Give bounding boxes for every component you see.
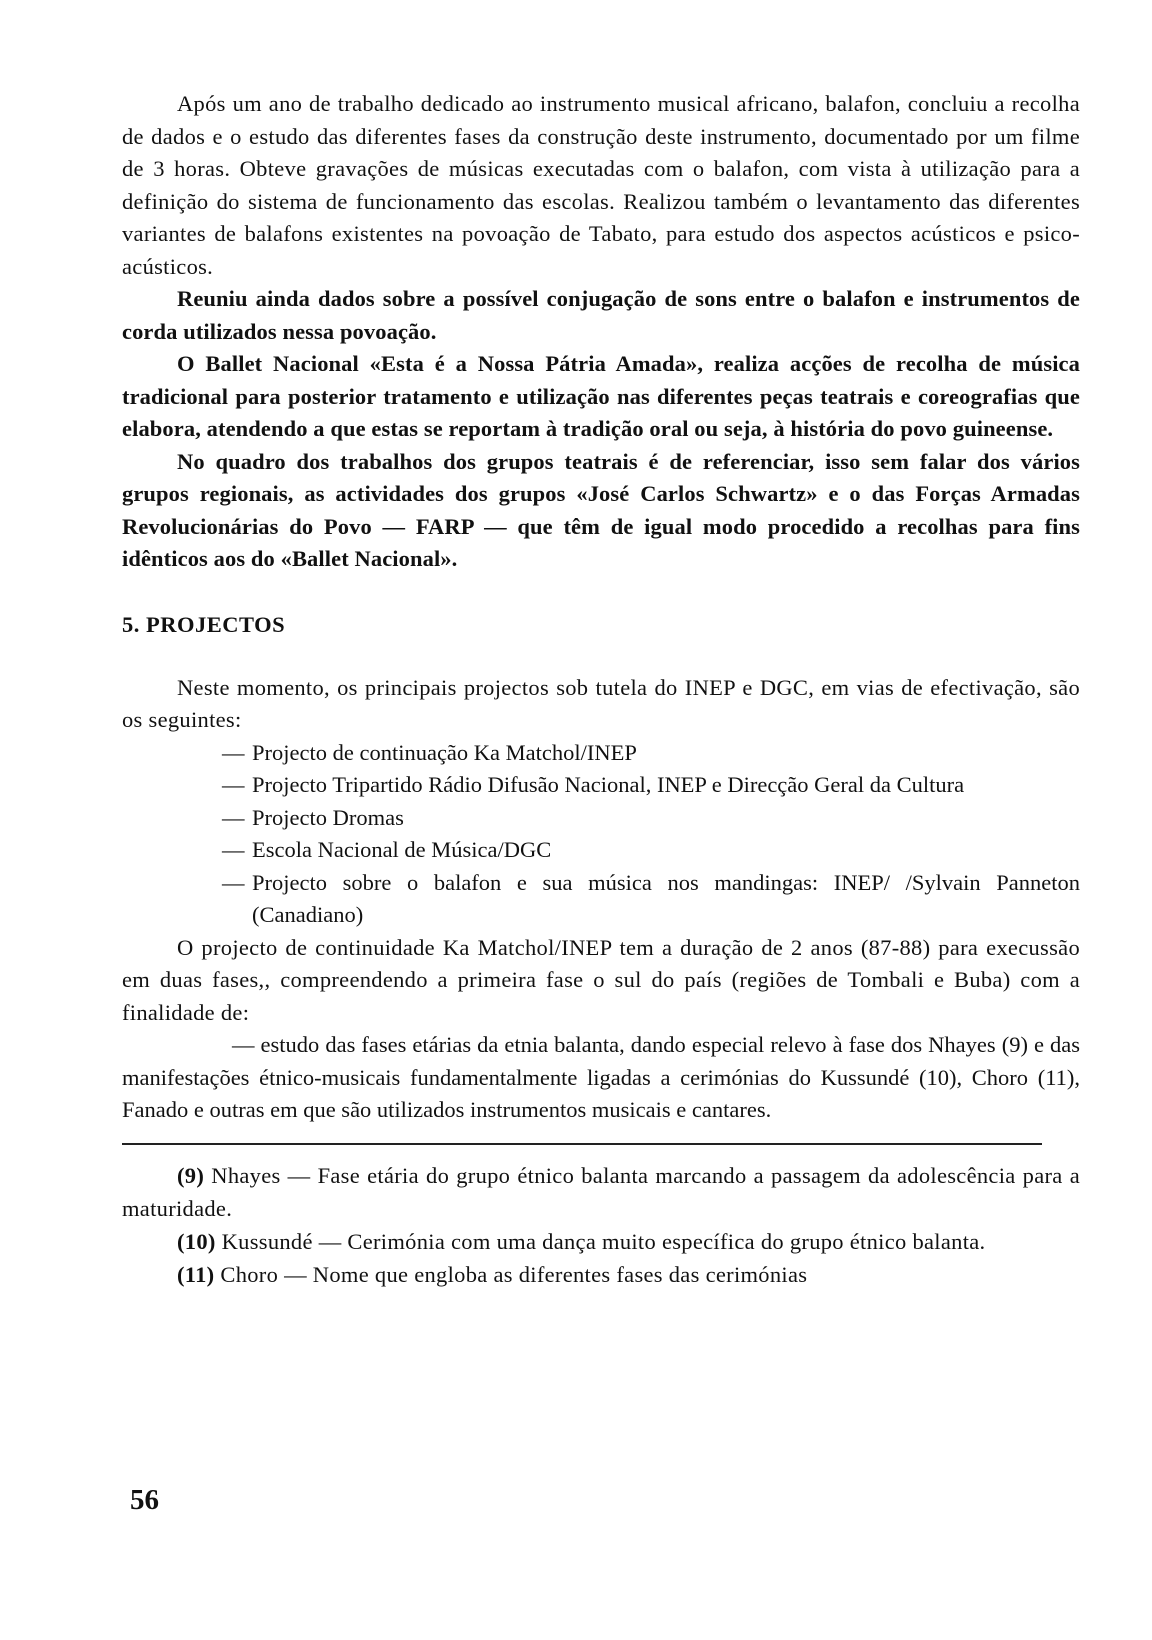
dash-marker: — [222,739,245,765]
page-number: 56 [130,1484,159,1516]
footnote-divider [122,1143,1042,1145]
paragraph-balafon-strings: Reuniu ainda dados sobre a possível conjugação de sons entre o balafon e instrumentos de corda utilizados nessa povoação. [122,286,1080,344]
dash-marker: — [222,772,245,797]
footnotes [122,1159,1080,1291]
footnote-9: (9) Nhayes — Fase etária do grupo étnico balanta marcando a passagem da adolescência para a maturidade. [122,1162,1080,1221]
list-item: — Projecto Tripartido Rádio Difusão Nacional, INEP e Direcção Geral da Cultura [222,769,1080,802]
list-item: — Escola Nacional de Música/DGC [222,834,1080,867]
paragraph-ballet-nacional: O Ballet Nacional «Esta é a Nossa Pátria Amada», realiza acções de recolha de música tradicional para posterior tratamento e utilização nas diferentes peças teatrais e coreografias que elabora, atendendo a que estas se reportam à tradição oral ou seja, à história do povo guineense. [122,351,1080,441]
section-heading: 5. PROJECTOS [122,611,286,637]
section-intro: Neste momento, os principais projectos sob tutela do INEP e DGC, em vias de efectivação, são os seguintes: [122,674,1080,732]
list-item: — Projecto Dromas [222,802,1080,835]
dash-marker: — [222,837,245,862]
paragraph-ka-matchol: O projecto de continuidade Ka Matchol/INEP tem a duração de 2 anos (87-88) para execussão em duas fases,, compreendendo a primeira fase o sul do país (regiões de Tombali e Buba) com a finalidade de: [122,934,1080,1025]
list-item: — Projecto sobre o balafon e sua música nos mandingas: INEP/ /Sylvain Panneton (Canadiano) [222,867,1080,932]
list-item: — Projecto de continuação Ka Matchol/INEP [222,737,1080,770]
paragraph-balafon-study: Após um ano de trabalho dedicado ao instrumento musical africano, balafon, concluiu a recolha de dados e o estudo das diferentes fases da construção deste instrumento, documentado por um filme de 3 horas. Obteve gravações de músicas executadas com o balafon, com vista à utilização para a definição do sistema de funcionamento das escolas. Realizou também o levantamento das diferentes variantes de balafons existentes na povoação de Tabato, para estudo dos aspectos acústicos e psico-acústicos. [122,91,1080,279]
projects-list [122,737,1080,932]
dash-marker: — [222,869,245,895]
footnote-10: (10) Kussundé — Cerimónia com uma dança muito específica do grupo étnico balanta. [177,1228,986,1254]
document-page [122,88,1080,1291]
aims-list [122,1029,1080,1127]
paragraph-theatre-groups: No quadro dos trabalhos dos grupos teatrais é de referenciar, isso sem falar dos vários grupos regionais, as actividades dos grupos «José Carlos Schwartz» e o das Forças Armadas Revolucionárias do Povo — FARP — que têm de igual modo procedido a recolhas para fins idênticos aos do «Ballet Nacional». [122,448,1080,571]
list-item: — estudo das fases etárias da etnia balanta, dando especial relevo à fase dos Nhayes (9) e das manifestações étnico-musicais fundamentalmente ligadas a cerimónias do Kussundé (10), Choro (11), Fanado e outras em que são utilizados instrumentos musicais e cantares. [122,1032,1080,1122]
dash-marker: — [222,804,245,830]
dash-marker: — [232,1032,255,1057]
footnote-11: (11) Choro — Nome que engloba as diferentes fases das cerimónias [177,1261,808,1287]
